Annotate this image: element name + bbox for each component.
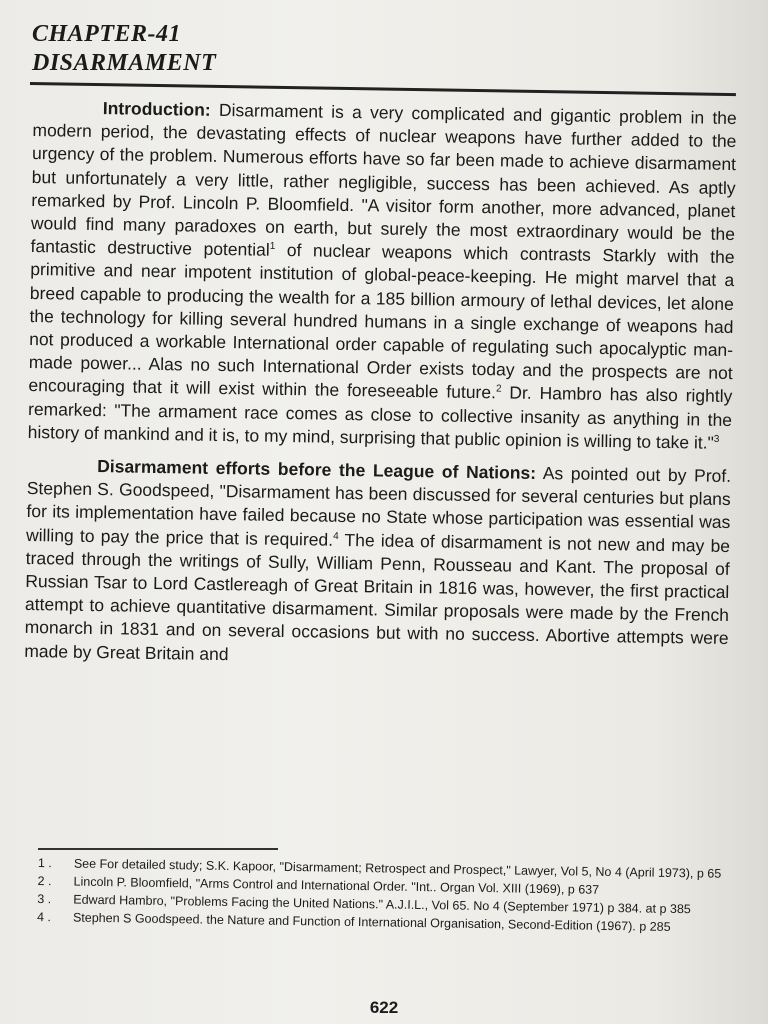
heading-rule: [30, 82, 736, 96]
footnote-text: Lincoln P. Bloomfield, "Arms Control and International Order. "Int.. Organ Vol. XIII (1969), p 637: [73, 874, 600, 897]
footnotes: [37, 856, 738, 939]
paragraph-heading: Introduction:: [102, 98, 211, 120]
footnote-reference: 3: [713, 433, 720, 445]
chapter-number: CHAPTER-41: [32, 21, 182, 47]
footnote-number: 2 .: [37, 873, 52, 889]
paragraph-league-of-nations: [24, 454, 731, 674]
footnote-text: See For detailed study; S.K. Kapoor, "Disarmament; Retrospect and Prospect," Lawyer, Vol 5, No 4 (April 1973), p 65: [73, 856, 722, 881]
paragraph-text: As pointed out by Prof. Stephen S. Goodspeed, "Disarmament has been discussed for several centuries but plans for its implementation have failed because no State whose participation was essential was willing to pay the price that is required.: [25, 462, 732, 550]
footnote-number: 3 .: [37, 891, 52, 907]
page-number: 622: [369, 998, 399, 1017]
footnote-number: 1 .: [37, 856, 52, 871]
footnote-reference: 4: [333, 530, 339, 542]
footnote-text: Stephen S Goodspeed. the Nature and Function of International Organisation, Second-Edition (1967). p 285: [72, 910, 671, 934]
paragraph-text: of nuclear weapons which contrasts Starkly with the primitive and near impotent institution of global-peace-keeping. He might marvel that a breed capable to producing the wealth for a 185 billion armoury of lethal devices, let alone the technology for killing several hundred humans in a single exchange of weapons had not produced a workable International order capable of regulating such apocalyptic man-made power... Alas no such International Order exists today and the prospects are not encouraging that it will exist within the foreseeable future.: [28, 240, 735, 403]
chapter-heading: [32, 20, 216, 78]
footnote-number: 4 .: [36, 909, 52, 925]
footnote-rule: [38, 848, 278, 850]
paragraph-text: Dr. Hambro has also rightly remarked: "The armament race comes as close to collective insanity as anything in the history of mankind and it is, to my mind, surprising that public opinion is willing to take it.": [27, 382, 733, 453]
chapter-title: DISARMAMENT: [32, 50, 217, 76]
body-text: [24, 96, 737, 674]
paragraph-heading: Disarmament efforts before the League of Nations:: [97, 456, 537, 483]
paragraph-introduction: [28, 96, 737, 455]
footnote-text: Edward Hambro, "Problems Facing the United Nations." A.J.I.L., Vol 65. No 4 (September 1971) p 384. at p 385: [73, 892, 691, 917]
paragraph-text: The idea of disarmament is not new and may be traced through the writings of Sully, William Penn, Rousseau and Kant. The proposal of Russian Tsar to Lord Castlereagh of Great Britain in 1816 was, however, the first practical attempt to achieve quantitative disarmament. Similar proposals were made by the French monarch in 1831 and on several occasions but with no success. Abortive attempts were made by Great Britain and: [24, 529, 731, 664]
footnote-reference: 2: [495, 383, 502, 396]
footnote-reference: 1: [269, 241, 276, 253]
paragraph-text: Disarmament is a very complicated and gigantic problem in the modern period, the devastating effects of nuclear weapons have further added to the urgency of the problem. Numerous efforts have so far been made to achieve disarmament but unfortunately a very little, rather negligible, success has been achieved. As aptly remarked by Prof. Lincoln P. Bloomfield. "A visitor form another, more advanced, planet would find many paradoxes on earth, but surely the most extraordinary would be the fantastic destructive potential: [30, 99, 737, 260]
